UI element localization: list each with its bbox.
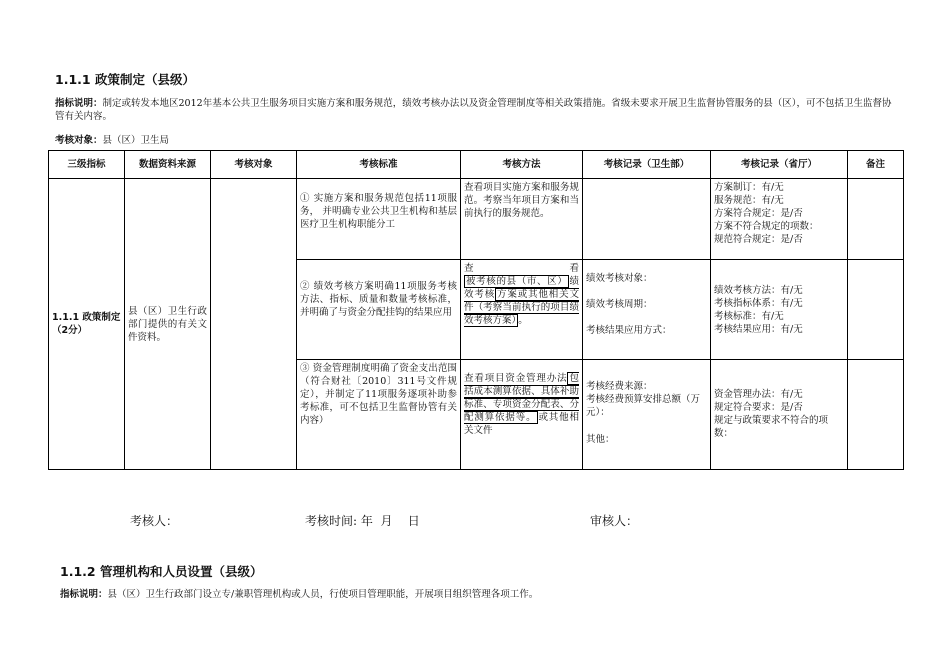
method-cell-3 <box>461 360 583 470</box>
section-title-2: 1.1.2 管理机构和人员设置（县级） <box>60 564 263 579</box>
method-text: 或其他相关文件 <box>464 412 579 436</box>
province-record-line: 规范符合规定：是/否 <box>714 234 803 245</box>
remarks-cell-2 <box>848 260 904 360</box>
standard-cell-2: ② 绩效考核方案明确11项服务考核方法、指标、质量和数量考核标准，并明确了与资金分配挂钩的结果应用 <box>297 260 461 360</box>
method-text: 查看 <box>464 263 579 274</box>
province-record-line: 绩效考核方法：有/无 <box>714 285 803 296</box>
method-text: 查看项目资金管理办法 <box>464 373 568 384</box>
indicator-cell: 1.1.1 政策制定（2分） <box>49 179 125 470</box>
ministry-record-line: 绩效考核周期： <box>586 299 653 310</box>
indicator-description-2 <box>60 588 900 601</box>
indicator-label: 指标说明： <box>55 98 103 109</box>
header-indicator: 三级指标 <box>49 151 125 179</box>
province-record-cell-3 <box>711 360 848 470</box>
header-assessment-standard: 考核标准 <box>297 151 461 179</box>
province-record-cell-1 <box>711 179 848 260</box>
remarks-cell-1 <box>848 179 904 260</box>
ministry-record-line: 考核经费来源： <box>586 381 653 392</box>
method-boxed-text: 方案或其他相关文件（考察当前执行的项目绩效考核方案） <box>464 289 579 326</box>
object-label: 考核对象： <box>55 135 103 146</box>
table-header-row <box>49 151 904 179</box>
assessment-table <box>48 150 904 470</box>
province-record-line: 规定与政策要求不符合的项数： <box>714 415 829 439</box>
method-boxed-text: 包括成本测算依据、具体补助标准、专项资金分配表、分配测算依据等。 <box>464 373 579 423</box>
province-record-line: 方案制订：有/无 <box>714 182 784 193</box>
method-cell-1: 查看项目实施方案和服务规范。考察当年项目方案和当前执行的服务规范。 <box>461 179 583 260</box>
section-title-1: 1.1.1 政策制定（县级） <box>55 72 195 87</box>
standard-cell-3: ③ 资金管理制度明确了资金支出范围（符合财社〔2010〕311号文件规定），并制定了11项服务逐项补助参考标准，可不包括卫生监督协管有关内容） <box>297 360 461 470</box>
ministry-record-line: 其他： <box>586 434 615 445</box>
indicator-label: 指标说明： <box>60 589 108 600</box>
province-record-line: 资金管理办法：有/无 <box>714 389 803 400</box>
remarks-cell-3 <box>848 360 904 470</box>
ministry-record-line: 绩效考核对象： <box>586 273 653 284</box>
header-assessment-method: 考核方法 <box>461 151 583 179</box>
header-assessment-object: 考核对象 <box>211 151 297 179</box>
province-record-line: 考核指标体系：有/无 <box>714 298 803 309</box>
province-record-line: 考核结果应用：有/无 <box>714 324 803 335</box>
header-record-ministry: 考核记录（卫生部） <box>583 151 711 179</box>
object-cell <box>211 179 297 470</box>
province-record-line: 方案不符合规定的项数： <box>714 221 819 232</box>
ministry-record-line: 考核经费预算安排总额（万元）： <box>586 394 701 418</box>
method-boxed-text: 被考核的县（市、区） <box>466 276 568 287</box>
assessment-time: 考核时间: 年 月 日 <box>305 514 420 528</box>
reviewer-signature: 审核人： <box>590 514 639 528</box>
province-record-line: 方案符合规定：是/否 <box>714 208 803 219</box>
province-record-line: 服务规范：有/无 <box>714 195 784 206</box>
ministry-record-cell-1 <box>583 179 711 260</box>
object-text: 县（区）卫生局 <box>102 135 170 146</box>
province-record-line: 规定符合要求：是/否 <box>714 402 803 413</box>
method-text: 绩效考核 <box>464 276 579 300</box>
header-remarks: 备注 <box>848 151 904 179</box>
province-record-line: 考核标准：有/无 <box>714 311 784 322</box>
indicator-text: 县（区）卫生行政部门设立专/兼职管理机构或人员，行使项目管理职能，开展项目组织管理各项工作。 <box>107 589 539 600</box>
ministry-record-line: 考核结果应用方式： <box>586 325 672 336</box>
standard-cell-1: ① 实施方案和服务规范包括11项服务， 并明确专业公共卫生机构和基层医疗卫生机构职能分工 <box>297 179 461 260</box>
method-text: 。 <box>518 315 528 326</box>
header-data-source: 数据资料来源 <box>125 151 211 179</box>
method-cell-2 <box>461 260 583 360</box>
ministry-record-cell-3 <box>583 360 711 470</box>
ministry-record-cell-2 <box>583 260 711 360</box>
assessment-object <box>55 134 169 147</box>
table-row <box>49 179 904 260</box>
indicator-text: 制定或转发本地区2012年基本公共卫生服务项目实施方案和服务规范，绩效考核办法以及资金管理制度等相关政策措施。省级未要求开展卫生监督协管服务的县（区），可不包括卫生监督协管有关内容。 <box>55 98 892 122</box>
header-record-province: 考核记录（省厅） <box>711 151 848 179</box>
indicator-description <box>55 97 900 123</box>
assessor-signature: 考核人： <box>130 514 179 528</box>
province-record-cell-2 <box>711 260 848 360</box>
source-cell: 县（区）卫生行政部门提供的有关文件资料。 <box>125 179 211 470</box>
